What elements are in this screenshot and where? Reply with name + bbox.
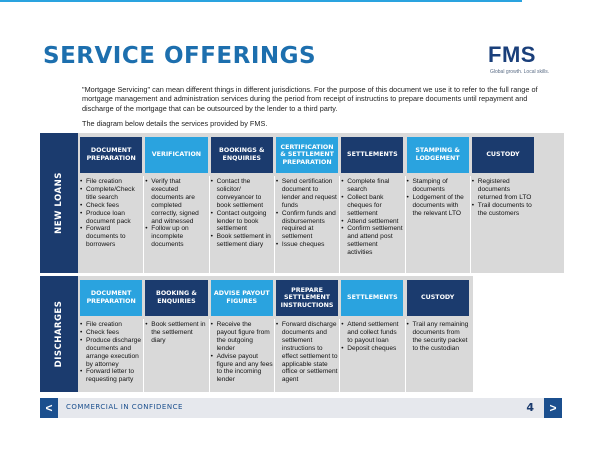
bullet-list: [341, 321, 403, 353]
column-header: SETTLEMENTS: [341, 137, 403, 173]
footer-bar: [40, 398, 562, 418]
discharges-label: DISCHARGES: [40, 276, 78, 392]
new-loans-column: [211, 137, 273, 273]
column-header: VERIFICATION: [145, 137, 207, 173]
new-loans-column: [472, 137, 534, 273]
column-divider: [339, 176, 340, 273]
bullet-item: • Contact outgoing lender to book settlement: [211, 210, 273, 234]
column-divider: [209, 176, 210, 273]
intro-paragraph: "Mortgage Servicing" can mean different things in different jurisdictions. For the purpose of this document we use it to refer to the full range of mortgage management and administration services during the period from receipt of instructins to prepare documents until repayment and discharge of the mortgage that can be outsourced by the lender to a third party.: [82, 85, 538, 113]
bullet-item: • Confirm settlement and attend post settlement activities: [341, 225, 403, 257]
column-body: [407, 321, 469, 353]
bullet-item: • Book settlement in settlement diary: [211, 233, 273, 249]
bullet-item: • Issue cheques: [276, 241, 338, 249]
bullet-item: • Book settlement in the settlement diary: [145, 321, 207, 345]
column-body: [276, 321, 338, 384]
page-title: SERVICE OFFERINGS: [43, 43, 317, 69]
bullet-item: • Registered documents returned from LTO: [472, 178, 534, 202]
new-loans-column: [145, 137, 207, 273]
discharges-column: [80, 280, 142, 392]
bullet-item: • Forward letter to requesting party: [80, 368, 142, 384]
bullet-item: • Collect bank cheques for settlement: [341, 194, 403, 218]
bullet-list: [472, 178, 534, 218]
bullet-item: • Check fees: [80, 202, 142, 210]
bullet-item: • Produce loan document pack: [80, 210, 142, 226]
bullet-item: • Advise payout figure and any fees to the incoming lender: [211, 353, 273, 385]
column-divider: [405, 176, 406, 273]
next-page-button[interactable]: >: [544, 398, 562, 418]
new-loans-label: NEW LOANS: [40, 133, 78, 273]
bullet-item: • Trail documents to the customers: [472, 202, 534, 218]
discharges-column: [407, 280, 469, 392]
discharges-column: [341, 280, 403, 392]
bullet-list: [407, 178, 469, 218]
column-header: DOCUMENT PREPARATION: [80, 280, 142, 316]
bullet-item: • Attend settlement: [341, 218, 403, 226]
column-body: [407, 178, 469, 218]
column-divider: [143, 176, 144, 273]
column-divider: [470, 176, 471, 273]
page-number: 4: [526, 401, 534, 414]
bullet-list: [80, 321, 142, 384]
column-body: [145, 321, 207, 345]
bullet-item: • Send certification document to lender and request funds: [276, 178, 338, 210]
bullet-list: [341, 178, 403, 257]
bullet-item: • File creation: [80, 178, 142, 186]
new-loans-column: [80, 137, 142, 273]
column-header: CUSTODY: [472, 137, 534, 173]
column-header: DOCUMENT PREPARATION: [80, 137, 142, 173]
column-divider: [209, 319, 210, 392]
column-body: [80, 178, 142, 249]
column-header: CUSTODY: [407, 280, 469, 316]
column-body: [211, 178, 273, 249]
logo-tagline: Global growth. Local skills.: [490, 69, 550, 75]
bullet-list: [276, 321, 338, 384]
column-divider: [274, 319, 275, 392]
column-divider: [405, 319, 406, 392]
column-header: BOOKING & ENQUIRIES: [145, 280, 207, 316]
bullet-item: • Complete/Check title search: [80, 186, 142, 202]
new-loans-column: [407, 137, 469, 273]
column-header: STAMPING & LODGEMENT: [407, 137, 469, 173]
column-header: CERTIFICATION & SETTLEMENT PREPARATION: [276, 137, 338, 173]
column-body: [276, 178, 338, 249]
bullet-list: [80, 178, 142, 249]
bullet-item: • Confirm funds and disbursements required at settlement: [276, 210, 338, 242]
bullet-item: • Check fees: [80, 329, 142, 337]
bullet-item: • Verify that executed documents are completed correctly, signed and witnessed: [145, 178, 207, 225]
column-body: [472, 178, 534, 218]
bullet-list: [211, 321, 273, 384]
bullet-list: [145, 321, 207, 345]
column-body: [211, 321, 273, 384]
column-header: PREPARE SETTLEMENT INSTRUCTIONS: [276, 280, 338, 316]
column-divider: [143, 319, 144, 392]
bullet-item: • Deposit cheques: [341, 345, 403, 353]
bullet-item: • Forward discharge documents and settlement instructions to effect settlement to applicable state office or settlement agent: [276, 321, 338, 384]
bullet-item: • Stamping of documents: [407, 178, 469, 194]
top-accent: [0, 0, 522, 2]
bullet-item: • Trail any remaining documents from the security packet to the custodian: [407, 321, 469, 353]
column-header: ADVISE PAYOUT FIGURES: [211, 280, 273, 316]
bullet-item: • Receive the payout figure from the outgoing lender: [211, 321, 273, 353]
bullet-item: • File creation: [80, 321, 142, 329]
bullet-item: • Contact the solicitor/ conveyancer to book settlement: [211, 178, 273, 210]
bullet-item: • Produce discharge documents and arrange execution by attorney: [80, 337, 142, 369]
bullet-item: • Attend settlement and collect funds to payout loan: [341, 321, 403, 345]
bullet-item: • Lodgement of the documents with the relevant LTO: [407, 194, 469, 218]
discharges-column: [211, 280, 273, 392]
prev-page-button[interactable]: <: [40, 398, 58, 418]
column-header: BOOKINGS & ENQUIRIES: [211, 137, 273, 173]
bullet-list: [145, 178, 207, 249]
discharges-column: [276, 280, 338, 392]
diagram-note: The diagram below details the services provided by FMS.: [82, 119, 268, 128]
bullet-item: • Complete final search: [341, 178, 403, 194]
column-body: [80, 321, 142, 384]
company-logo: [488, 42, 558, 76]
bullet-item: • Follow up on incomplete documents: [145, 225, 207, 249]
column-header: SETTLEMENTS: [341, 280, 403, 316]
confidential-label: COMMERCIAL IN CONFIDENCE: [66, 403, 183, 411]
discharges-column: [145, 280, 207, 392]
logo-text: FMS: [488, 42, 536, 67]
bullet-list: [276, 178, 338, 249]
column-body: [145, 178, 207, 249]
bullet-list: [211, 178, 273, 249]
bullet-item: • Forward documents to borrowers: [80, 225, 142, 249]
column-body: [341, 178, 403, 257]
bullet-list: [407, 321, 469, 353]
new-loans-column: [276, 137, 338, 273]
column-divider: [274, 176, 275, 273]
new-loans-column: [341, 137, 403, 273]
column-divider: [339, 319, 340, 392]
column-body: [341, 321, 403, 353]
